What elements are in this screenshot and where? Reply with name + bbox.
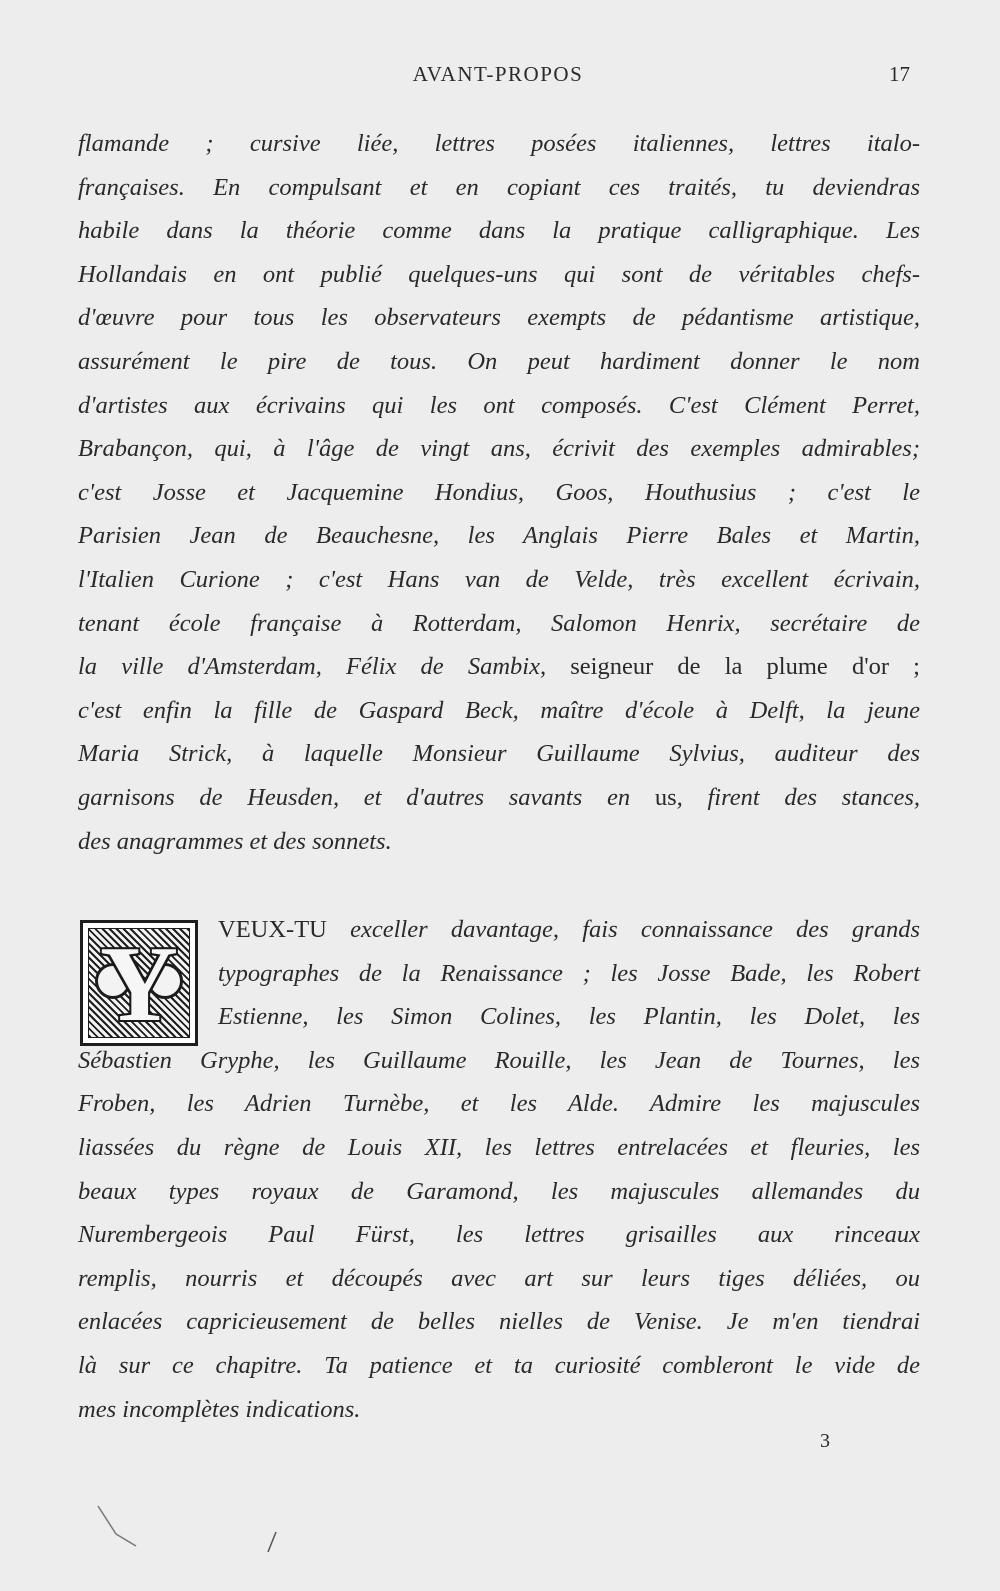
text-line: l'Italien Curione ; c'est Hans van de Velde, très excellent écrivain,	[78, 565, 920, 593]
text-line: liassées du règne de Louis XII, les lettres entrelacées et fleuries, les	[78, 1133, 920, 1161]
text-line: beaux types royaux de Garamond, les majuscules allemandes du	[78, 1177, 920, 1205]
text-italic: exceller davantage, fais connaissance des grands	[326, 916, 920, 943]
text-line: c'est Josse et Jacquemine Hondius, Goos, Houthusius ; c'est le	[78, 478, 920, 506]
paragraph-1	[78, 122, 920, 863]
text-line: Froben, les Adrien Turnèbe, et les Alde. Admire les majuscules	[78, 1090, 920, 1118]
text-line: Maria Strick, à laquelle Monsieur Guillaume Sylvius, auditeur des	[78, 740, 920, 768]
running-head-title: AVANT-PROPOS	[412, 62, 584, 86]
stray-pen-mark	[96, 1504, 140, 1550]
text-line: tenant école française à Rotterdam, Salomon Henrix, secrétaire de	[78, 609, 920, 637]
text-line: assurément le pire de tous. On peut hardiment donner le nom	[78, 347, 920, 375]
text-line-opening	[78, 908, 920, 952]
text-line: remplis, nourris et découpés avec art sur leurs tiges déliées, ou	[78, 1264, 920, 1292]
running-head	[78, 62, 918, 92]
text-line: mes incomplètes indications.	[78, 1395, 361, 1423]
text-line: habile dans la théorie comme dans la pratique calligraphique. Les	[78, 217, 920, 245]
text-line: Parisien Jean de Beauchesne, les Anglais Pierre Bales et Martin,	[78, 522, 920, 550]
text-line: enlacées capricieusement de belles nielles de Venise. Je m'en tiendrai	[78, 1308, 920, 1336]
text-line: Hollandais en ont publié quelques-uns qui sont de véritables chefs-	[78, 260, 920, 288]
opening-small-caps: VEUX-TU	[218, 916, 327, 943]
text-line: c'est enfin la fille de Gaspard Beck, maître d'école à Delft, la jeune	[78, 696, 920, 724]
stray-pen-mark	[262, 1530, 282, 1554]
text-italic: garnisons de Heusden, et d'autres savants en	[78, 783, 655, 811]
text-line: d'artistes aux écrivains qui les ont composés. C'est Clément Perret,	[78, 391, 920, 419]
text-line: flamande ; cursive liée, lettres posées italiennes, lettres italo-	[78, 130, 920, 157]
text-line: Sébastien Gryphe, les Guillaume Rouille, les Jean de Tournes, les	[78, 1046, 920, 1074]
text-line: là sur ce chapitre. Ta patience et ta curiosité combleront le vide de	[78, 1351, 920, 1379]
text-line: des anagrammes et des sonnets.	[78, 827, 392, 855]
text-italic: , firent des stances,	[676, 783, 920, 811]
text-italic: la ville d'Amsterdam, Félix de Sambix,	[78, 653, 571, 681]
initial-glyph: Y	[100, 925, 178, 1044]
paragraph-2	[78, 908, 920, 1431]
text-line: Nurembergeois Paul Fürst, les lettres grisailles aux rinceaux	[78, 1221, 920, 1249]
text-line: d'œuvre pour tous les observateurs exempts de pédantisme artistique,	[78, 304, 920, 332]
text-line: françaises. En compulsant et en copiant ces traités, tu deviendras	[78, 173, 920, 201]
text-line-mixed	[78, 645, 920, 689]
text-line: typographes de la Renaissance ; les Josse Bade, les Robert	[218, 959, 920, 987]
text-line-mixed	[78, 776, 920, 820]
text-roman: seigneur de la plume d'or ;	[570, 653, 920, 681]
signature-mark: 3	[820, 1430, 830, 1452]
text-line: Estienne, les Simon Colines, les Plantin, les Dolet, les	[218, 1003, 920, 1031]
page-number: 17	[889, 62, 910, 86]
text-roman: us	[654, 783, 677, 811]
text-line: Brabançon, qui, à l'âge de vingt ans, écrivit des exemples admirables;	[78, 435, 920, 463]
